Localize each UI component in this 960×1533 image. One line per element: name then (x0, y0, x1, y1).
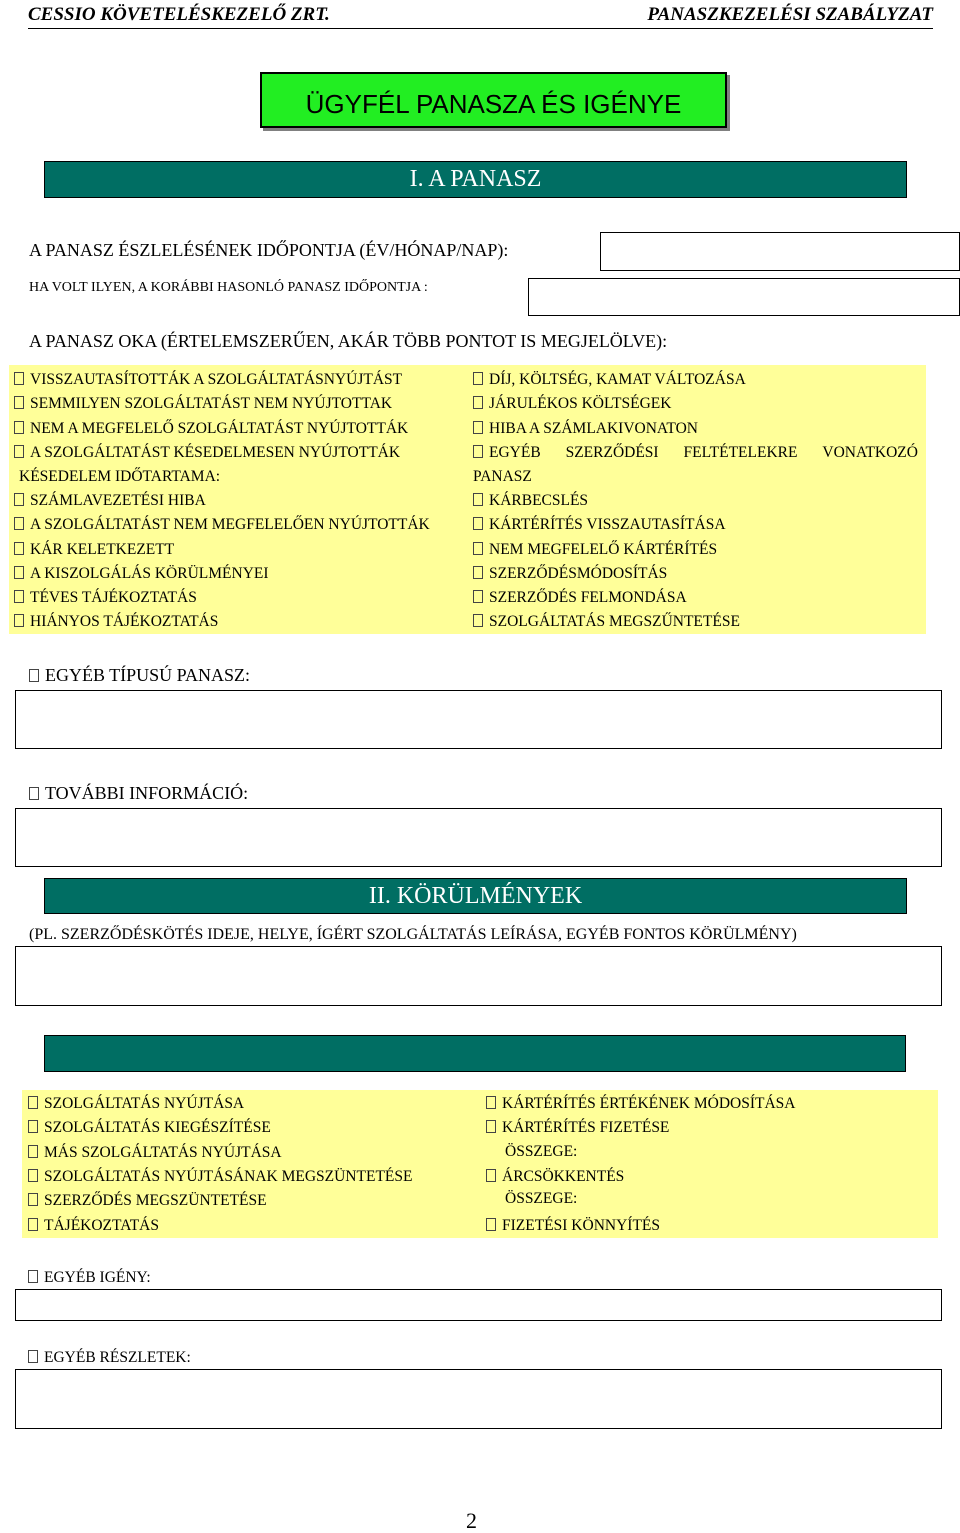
previous-complaint-label: HA VOLT ILYEN, A KORÁBBI HASONLÓ PANASZ IDŐPONTJA : (29, 280, 428, 295)
checkbox-icon[interactable] (14, 493, 24, 506)
reason-option[interactable]: KÁRBECSLÉS (473, 491, 588, 511)
more-info-field[interactable] (15, 808, 942, 867)
circumstances-hint: (PL. SZERZŐDÉSKÖTÉS IDEJE, HELYE, ÍGÉRT SZOLGÁLTATÁS LEÍRÁSA, EGYÉB FONTOS KÖRÜLMÉNY) (29, 926, 797, 943)
reason-option[interactable]: NEM MEGFELELŐ KÁRTÉRÍTÉS (473, 540, 717, 560)
checkbox-icon[interactable] (473, 590, 483, 603)
reason-option[interactable]: KÁRTÉRÍTÉS VISSZAUTASÍTÁSA (473, 515, 726, 535)
reason-option[interactable]: SZOLGÁLTATÁS MEGSZŰNTETÉSE (473, 612, 740, 632)
checkbox-icon[interactable] (28, 1145, 38, 1158)
request-option[interactable]: SZOLGÁLTATÁS KIEGÉSZÍTÉSE (28, 1118, 271, 1138)
reason-option[interactable]: NEM A MEGFELELŐ SZOLGÁLTATÁST NYÚJTOTTÁK (14, 419, 408, 439)
checkbox-icon[interactable] (14, 445, 24, 458)
amount-label: ÖSSZEGE: (505, 1143, 578, 1160)
reason-option[interactable]: KÁR KELETKEZETT (14, 540, 174, 560)
page-number: 2 (466, 1508, 477, 1533)
reason-option[interactable]: VISSZAUTASÍTOTTÁK A SZOLGÁLTATÁSNYÚJTÁST (14, 370, 402, 390)
checkbox-icon[interactable] (486, 1218, 496, 1231)
reason-option[interactable]: DÍJ, KÖLTSÉG, KAMAT VÁLTOZÁSA (473, 370, 746, 390)
checkbox-icon[interactable] (14, 396, 24, 409)
request-option[interactable]: KÁRTÉRÍTÉS FIZETÉSE (486, 1118, 669, 1138)
checkbox-icon[interactable] (28, 1169, 38, 1182)
checkbox-icon[interactable] (28, 1120, 38, 1133)
checkbox-icon[interactable] (473, 493, 483, 506)
more-info-label: TOVÁBBI INFORMÁCIÓ: (29, 783, 248, 804)
checkbox-icon[interactable] (473, 566, 483, 579)
request-option[interactable]: ÁRCSÖKKENTÉS (486, 1167, 624, 1187)
request-option[interactable]: TÁJÉKOZTATÁS (28, 1216, 159, 1236)
checkbox-icon[interactable] (14, 542, 24, 555)
previous-complaint-field[interactable] (528, 278, 960, 316)
page-header (28, 4, 933, 28)
request-option[interactable]: MÁS SZOLGÁLTATÁS NYÚJTÁSA (28, 1143, 282, 1163)
detection-date-label: A PANASZ ÉSZLELÉSÉNEK IDŐPONTJA (ÉV/HÓNAP/NAP): (29, 240, 509, 260)
checkbox-icon[interactable] (486, 1169, 496, 1182)
other-details-label: EGYÉB RÉSZLETEK: (28, 1348, 191, 1368)
detection-date-field[interactable] (600, 232, 960, 271)
checkbox-icon[interactable] (14, 372, 24, 385)
checkbox-icon[interactable] (473, 372, 483, 385)
form-title: ÜGYFÉL PANASZA ÉS IGÉNYE (260, 72, 727, 128)
checkbox-icon[interactable] (473, 542, 483, 555)
section-2-title: II. KÖRÜLMÉNYEK (44, 878, 907, 914)
reason-option[interactable]: A SZOLGÁLTATÁST NEM MEGFELELŐEN NYÚJTOTTÁK (14, 515, 430, 535)
checkbox-icon[interactable] (29, 787, 39, 800)
checkbox-icon[interactable] (473, 421, 483, 434)
reason-option[interactable]: SZERZŐDÉSMÓDOSÍTÁS (473, 564, 667, 584)
section-1-title: I. A PANASZ (44, 161, 907, 198)
other-claim-field[interactable] (15, 1289, 942, 1321)
checkbox-icon[interactable] (14, 590, 24, 603)
checkbox-icon[interactable] (14, 614, 24, 627)
request-option[interactable]: SZOLGÁLTATÁS NYÚJTÁSA (28, 1094, 244, 1114)
checkbox-icon[interactable] (473, 445, 483, 458)
other-complaint-field[interactable] (15, 690, 942, 749)
checkbox-icon[interactable] (486, 1096, 496, 1109)
request-option[interactable]: SZERZŐDÉS MEGSZÜNTETÉSE (28, 1191, 267, 1211)
reason-option[interactable]: SEMMILYEN SZOLGÁLTATÁST NEM NYÚJTOTTAK (14, 394, 392, 414)
checkbox-icon[interactable] (473, 517, 483, 530)
delay-duration-label: KÉSEDELEM IDŐTARTAMA: (19, 468, 221, 485)
header-rule (28, 28, 933, 29)
reason-option[interactable]: SZÁMLAVEZETÉSI HIBA (14, 491, 206, 511)
other-complaint-label: EGYÉB TÍPUSÚ PANASZ: (29, 665, 250, 686)
circumstances-field[interactable] (15, 946, 942, 1006)
checkbox-icon[interactable] (473, 396, 483, 409)
other-details-field[interactable] (15, 1369, 942, 1429)
reason-option[interactable]: HIBA A SZÁMLAKIVONATON (473, 419, 698, 439)
reason-option[interactable]: SZERZŐDÉS FELMONDÁSA (473, 588, 687, 608)
request-option[interactable]: FIZETÉSI KÖNNYÍTÉS (486, 1216, 660, 1236)
reason-option-contract-terms[interactable]: EGYÉB SZERZŐDÉSI FELTÉTELEKRE VONATKOZÓ (473, 443, 918, 463)
checkbox-icon[interactable] (14, 566, 24, 579)
section-3-bar (44, 1035, 906, 1072)
checkbox-icon[interactable] (28, 1350, 38, 1363)
request-option[interactable]: SZOLGÁLTATÁS NYÚJTÁSÁNAK MEGSZÜNTETÉSE (28, 1167, 412, 1187)
company-name: CESSIO KÖVETELÉSKEZELŐ ZRT. (28, 4, 330, 25)
amount-label: ÖSSZEGE: (505, 1190, 578, 1207)
request-option[interactable]: KÁRTÉRÍTÉS ÉRTÉKÉNEK MÓDOSÍTÁSA (486, 1094, 796, 1114)
checkbox-icon[interactable] (28, 1270, 38, 1283)
checkbox-icon[interactable] (473, 614, 483, 627)
checkbox-icon[interactable] (28, 1096, 38, 1109)
checkbox-icon[interactable] (14, 517, 24, 530)
reason-option[interactable]: A KISZOLGÁLÁS KÖRÜLMÉNYEI (14, 564, 269, 584)
document-name: PANASZKEZELÉSI SZABÁLYZAT (647, 4, 933, 25)
checkbox-icon[interactable] (28, 1218, 38, 1231)
reason-option[interactable]: JÁRULÉKOS KÖLTSÉGEK (473, 394, 671, 414)
reason-option-contract-terms-line2: PANASZ (473, 468, 532, 485)
checkbox-icon[interactable] (29, 669, 39, 682)
reason-option[interactable]: A SZOLGÁLTATÁST KÉSEDELMESEN NYÚJTOTTÁK (14, 443, 400, 463)
checkbox-icon[interactable] (28, 1193, 38, 1206)
reason-option[interactable]: TÉVES TÁJÉKOZTATÁS (14, 588, 197, 608)
reason-label: A PANASZ OKA (ÉRTELEMSZERŰEN, AKÁR TÖBB PONTOT IS MEGJELÖLVE): (29, 331, 668, 351)
other-claim-label: EGYÉB IGÉNY: (28, 1268, 151, 1288)
checkbox-icon[interactable] (486, 1120, 496, 1133)
checkbox-icon[interactable] (14, 421, 24, 434)
reason-option[interactable]: HIÁNYOS TÁJÉKOZTATÁS (14, 612, 218, 632)
